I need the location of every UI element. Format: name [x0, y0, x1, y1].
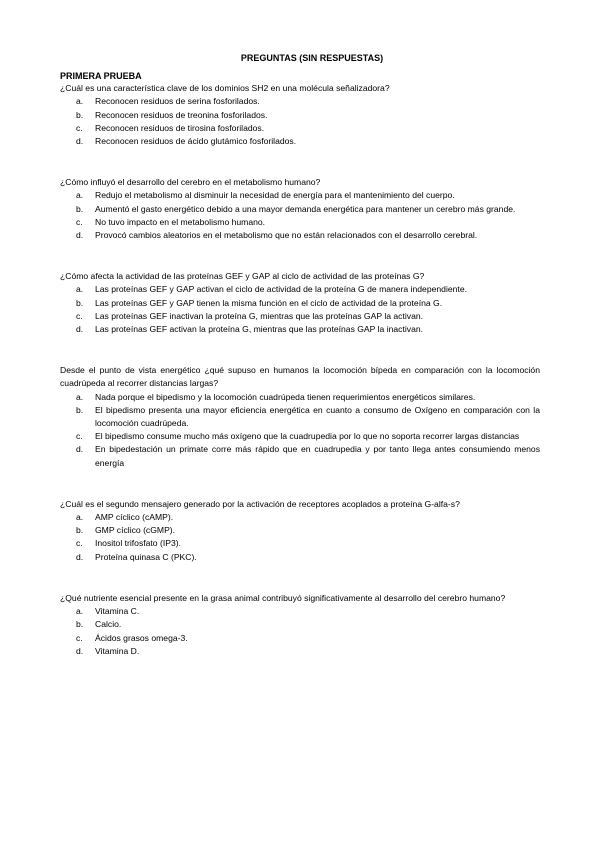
- question-block: [60, 270, 540, 336]
- option-text: Las proteínas GEF y GAP tienen la misma función en el ciclo de actividad de la proteína G.: [95, 297, 443, 308]
- option-item: [60, 283, 540, 296]
- question-block: [60, 176, 540, 242]
- option-text: Vitamina D.: [95, 645, 140, 656]
- question-list: [60, 82, 540, 658]
- option-text: No tuvo impacto en el metabolismo humano.: [95, 216, 266, 227]
- option-text: Reconocen residuos de tirosina fosforilados.: [95, 122, 265, 133]
- option-letter: a.: [76, 512, 84, 523]
- option-letter: a.: [76, 96, 84, 107]
- option-item: [60, 443, 540, 469]
- option-text: El bipedismo consume mucho más oxígeno que la cuadrupedia por lo que no soporta recorrer largas distancias: [95, 431, 520, 442]
- option-item: [60, 216, 540, 229]
- option-text: Nada porque el bipedismo y la locomoción cuadrúpeda tienen requerimientos energéticos similares.: [95, 391, 476, 402]
- option-item: [60, 537, 540, 550]
- option-item: [60, 109, 540, 122]
- option-item: [60, 310, 540, 323]
- option-item: [60, 645, 540, 658]
- option-text: Inositol trifosfato (IP3).: [95, 538, 181, 549]
- question-text: ¿Cómo afecta la actividad de las proteínas GEF y GAP al ciclo de actividad de las proteínas G?: [60, 271, 425, 282]
- option-list: [60, 605, 540, 658]
- option-text: Provocó cambios aleatorios en el metabolismo que no están relacionados con el desarrollo cerebral.: [95, 230, 478, 241]
- option-list: [60, 95, 540, 148]
- question-block: [60, 364, 540, 470]
- option-text: Reconocen residuos de ácido glutámico fosforilados.: [95, 136, 297, 147]
- option-text: El bipedismo presenta una mayor eficiencia energética en cuanto a consumo de Oxígeno en comparación con la locomoción cuadrúpeda.: [95, 404, 540, 429]
- option-item: [60, 511, 540, 524]
- question-block: [60, 498, 540, 564]
- option-letter: a.: [76, 190, 84, 201]
- option-letter: a.: [76, 391, 84, 402]
- option-text: Calcio.: [95, 619, 122, 630]
- option-item: [60, 135, 540, 148]
- option-text: En bipedestación un primate corre más rápido que en cuadrupedia y por tanto llega antes consumiendo menos energía: [95, 444, 540, 468]
- option-item: [60, 323, 540, 336]
- question-text: ¿Cómo influyó el desarrollo del cerebro en el metabolismo humano?: [60, 177, 321, 188]
- option-letter: d.: [76, 551, 84, 562]
- document-title: PREGUNTAS (SIN RESPUESTAS): [240, 53, 384, 63]
- option-item: [60, 95, 540, 108]
- option-item: [60, 618, 540, 631]
- option-text: Reconocen residuos de treonina fosforilados.: [95, 109, 268, 120]
- option-letter: d.: [76, 324, 84, 335]
- option-letter: d.: [76, 444, 84, 455]
- option-item: [60, 229, 540, 242]
- option-item: [60, 297, 540, 310]
- option-item: [60, 391, 540, 404]
- question-text: ¿Cuál es el segundo mensajero generado por la activación de receptores acoplados a proteína G-alfa-s?: [60, 498, 460, 509]
- option-text: Las proteínas GEF inactivan la proteína G, mientras que las proteínas GAP la activan.: [95, 310, 424, 321]
- option-item: [60, 122, 540, 135]
- option-item: [60, 203, 540, 216]
- option-text: Ácidos grasos omega-3.: [95, 632, 188, 643]
- question-text: ¿Cuál es una característica clave de los dominios SH2 en una molécula señalizadora?: [60, 83, 390, 94]
- option-text: Vitamina C.: [95, 606, 140, 617]
- option-letter: a.: [76, 606, 84, 617]
- option-text: Reconocen residuos de serina fosforilados.: [95, 96, 260, 107]
- option-item: [60, 632, 540, 645]
- option-letter: b.: [76, 525, 84, 536]
- option-text: GMP cíclico (cGMP).: [95, 525, 176, 536]
- option-letter: c.: [76, 431, 83, 442]
- option-text: Redujo el metabolismo al disminuir la necesidad de energía para el mantenimiento del cuerpo.: [95, 190, 455, 201]
- question-block: [60, 592, 540, 658]
- option-letter: b.: [76, 109, 84, 120]
- option-letter: c.: [76, 216, 83, 227]
- option-letter: b.: [76, 619, 84, 630]
- option-text: Aumentó el gasto energético debido a una mayor demanda energética para mantener un cerebro más grande.: [95, 203, 516, 214]
- option-item: [60, 605, 540, 618]
- option-text: Proteína quinasa C (PKC).: [95, 551, 197, 562]
- option-letter: b.: [76, 297, 84, 308]
- option-item: [60, 189, 540, 202]
- option-text: Las proteínas GEF y GAP activan el ciclo de actividad de la proteína G de manera independiente.: [95, 284, 467, 295]
- option-item: [60, 551, 540, 564]
- question-text: ¿Qué nutriente esencial presente en la grasa animal contribuyó significativamente al desarrollo del cerebro humano?: [60, 592, 506, 603]
- option-letter: d.: [76, 136, 84, 147]
- option-letter: d.: [76, 645, 84, 656]
- option-letter: c.: [76, 310, 83, 321]
- option-list: [60, 283, 540, 336]
- option-letter: c.: [76, 632, 83, 643]
- question-block: [60, 82, 540, 148]
- option-list: [60, 511, 540, 564]
- section-title: PRIMERA PRUEBA: [60, 71, 142, 82]
- option-item: [60, 524, 540, 537]
- option-item: [60, 430, 540, 443]
- option-text: Las proteínas GEF activan la proteína G, mientras que las proteínas GAP la inactivan.: [95, 324, 424, 335]
- option-letter: b.: [76, 203, 84, 214]
- option-list: [60, 391, 540, 470]
- option-letter: c.: [76, 538, 83, 549]
- option-text: AMP cíclico (cAMP).: [95, 512, 174, 523]
- option-letter: c.: [76, 122, 83, 133]
- question-text: Desde el punto de vista energético ¿qué supuso en humanos la locomoción bípeda en comparación con la locomoción cuadrúpeda al recorrer distancias largas?: [60, 365, 540, 389]
- option-list: [60, 189, 540, 242]
- option-letter: b.: [76, 404, 84, 415]
- option-letter: d.: [76, 230, 84, 241]
- option-letter: a.: [76, 284, 84, 295]
- option-item: [60, 404, 540, 430]
